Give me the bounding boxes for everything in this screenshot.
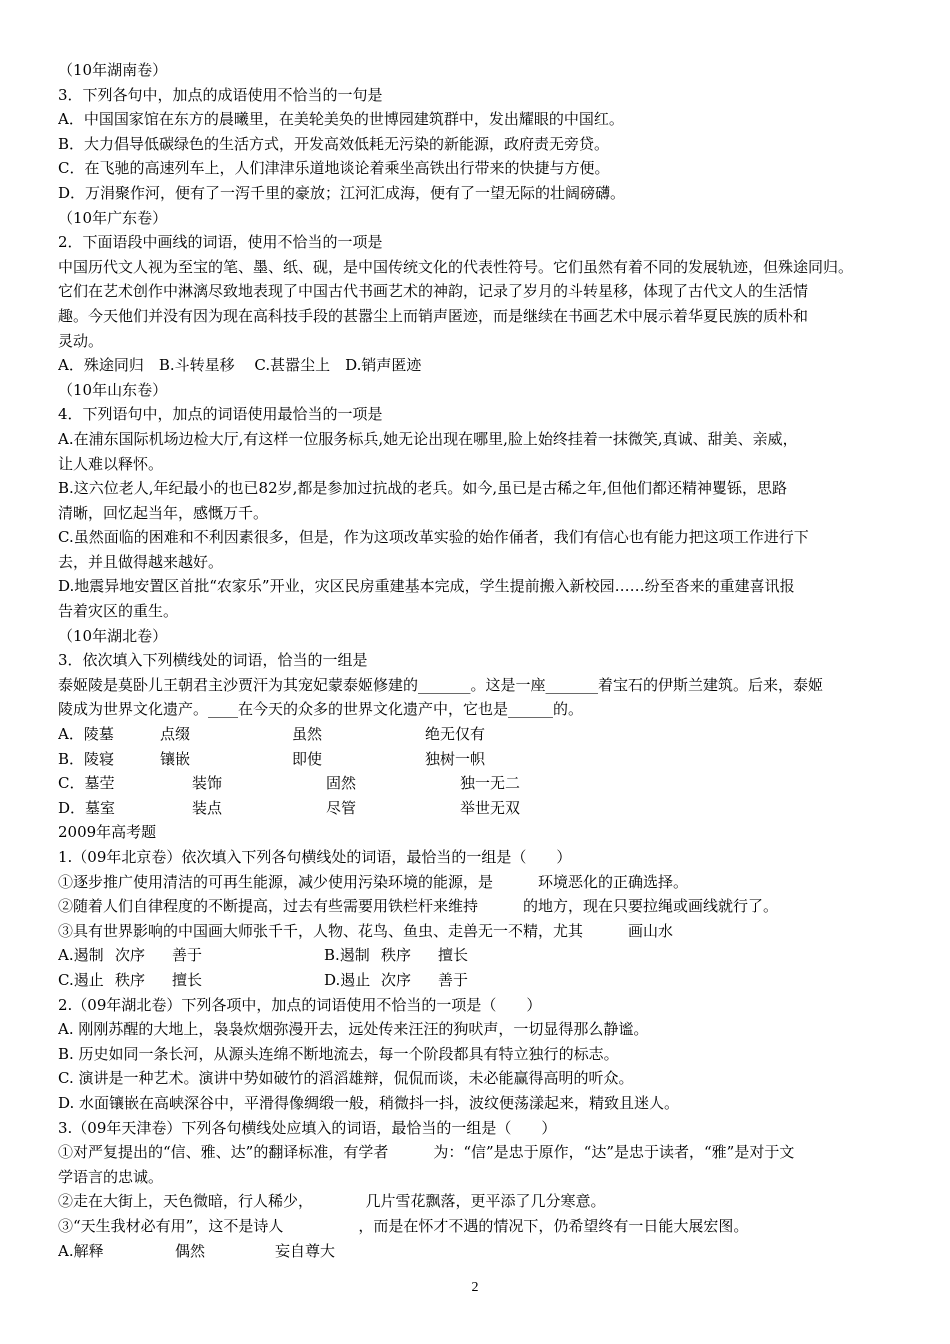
option-cell: D.遏止 bbox=[324, 970, 371, 989]
text-line: ②随着人们自律程度的不断提高，过去有些需要用铁栏杆来维持 的地方，现在只要拉绳或画线就行了。 bbox=[58, 897, 779, 916]
option-cell: 绝无仅有 bbox=[425, 725, 486, 744]
text-line: A．殊途同归 B.斗转星移 C.甚嚣尘上 D.销声匿迹 bbox=[58, 356, 422, 375]
text-line: B. 历史如同一条长河，从源头连绵不断地流去，每一个阶段都具有特立独行的标志。 bbox=[58, 1044, 619, 1063]
option-cell: B．陵寝 bbox=[58, 749, 115, 768]
text-line: 它们在艺术创作中淋漓尽致地表现了中国古代书画艺术的神韵，记录了岁月的斗转星移，体现了古代文人的生活情 bbox=[58, 282, 809, 301]
text-line: 泰姬陵是莫卧儿王朝君主沙贾汗为其宠妃蒙泰姬修建的_______。这是一座_______着宝石的伊斯兰建筑。后来，泰姬 bbox=[58, 675, 824, 694]
option-cell: 秩序 bbox=[115, 970, 146, 989]
page-number: 2 bbox=[471, 1280, 479, 1295]
option-cell: 装饰 bbox=[192, 774, 223, 793]
option-cell: 尽管 bbox=[326, 798, 357, 817]
option-cell: A．陵墓 bbox=[58, 725, 114, 744]
text-line: 灵动。 bbox=[58, 331, 104, 350]
option-cell: 即使 bbox=[292, 749, 323, 768]
text-line: D．万涓聚作河，便有了一泻千里的豪放；江河汇成海，便有了一望无际的壮阔磅礴。 bbox=[58, 183, 626, 202]
option-cell: 举世无双 bbox=[460, 798, 521, 817]
text-line: 2009年高考题 bbox=[58, 823, 157, 842]
document-page bbox=[58, 58, 910, 1263]
option-cell: 偶然 bbox=[175, 1241, 206, 1260]
option-row bbox=[58, 968, 910, 993]
option-cell: 点缀 bbox=[160, 725, 191, 744]
option-cell: A.解释 bbox=[58, 1241, 104, 1260]
text-line: 3．依次填入下列横线处的词语，恰当的一组是 bbox=[58, 651, 368, 670]
text-line: ③具有世界影响的中国画大师张千千，人物、花鸟、鱼虫、走兽无一不精，尤其 画山水 bbox=[58, 921, 674, 940]
text-line: ①对严复提出的“信、雅、达”的翻译标准，有学者 为：“信”是忠于原作，“达”是忠于读者，“雅”是对于文 bbox=[58, 1143, 795, 1162]
text-line: 清晰，回忆起当年，感慨万千。 bbox=[58, 503, 269, 522]
option-cell: C.遏止 bbox=[58, 970, 104, 989]
option-cell: 独一无二 bbox=[460, 774, 521, 793]
text-line: 2．下面语段中画线的词语，使用不恰当的一项是 bbox=[58, 233, 383, 252]
option-cell: 固然 bbox=[326, 774, 357, 793]
text-line: A.在浦东国际机场边检大厅,有这样一位服务标兵,她无论出现在哪里,脸上始终挂着一抹微笑,真诚、甜美、亲威， bbox=[58, 429, 798, 448]
option-cell: 虽然 bbox=[292, 725, 323, 744]
text-line: 3．下列各句中，加点的成语使用不恰当的一句是 bbox=[58, 85, 383, 104]
text-line: B.这六位老人,年纪最小的也已82岁,都是参加过抗战的老兵。如今,虽已是古稀之年,但他们都还精神矍铄，思路 bbox=[58, 479, 787, 498]
text-line: 3.（09年天津卷）下列各句横线处应填入的词语，最恰当的一组是（ ） bbox=[58, 1118, 557, 1137]
option-cell: 独树一帜 bbox=[425, 749, 486, 768]
text-line: D.地震异地安置区首批“农家乐”开业，灾区民房重建基本完成，学生提前搬入新校园……纷至沓来的重建喜讯报 bbox=[58, 577, 795, 596]
text-line: A．中国国家馆在东方的晨曦里，在美轮美奂的世博园建筑群中，发出耀眼的中国红。 bbox=[58, 110, 624, 129]
option-cell: 善于 bbox=[172, 946, 203, 965]
beijing-options bbox=[58, 943, 910, 992]
text-line: C. 演讲是一种艺术。演讲中势如破竹的滔滔雄辩，侃侃而谈，未必能赢得高明的听众。 bbox=[58, 1069, 634, 1088]
text-line: 中国历代文人视为至宝的笔、墨、纸、砚，是中国传统文化的代表性符号。它们虽然有着不同的发展轨迹，但殊途同归。 bbox=[58, 257, 854, 276]
text-line: C.虽然面临的困难和不利因素很多，但是，作为这项改革实验的始作俑者，我们有信心也有能力把这项工作进行下 bbox=[58, 528, 809, 547]
text-block-2009-hubei-tianjin bbox=[58, 993, 910, 1239]
text-line: （10年广东卷） bbox=[58, 208, 168, 227]
text-line: C．在飞驰的高速列车上，人们津津乐道地谈论着乘坐高铁出行带来的快捷与方便。 bbox=[58, 159, 610, 178]
option-row bbox=[58, 796, 910, 821]
text-block-2010 bbox=[58, 58, 910, 722]
text-line: B．大力倡导低碳绿色的生活方式，开发高效低耗无污染的新能源，政府责无旁贷。 bbox=[58, 134, 610, 153]
option-row bbox=[58, 771, 910, 796]
option-cell: 擅长 bbox=[438, 946, 469, 965]
option-cell: B.遏制 bbox=[324, 946, 370, 965]
text-line: 1.（09年北京卷）依次填入下列各句横线处的词语，最恰当的一组是（ ） bbox=[58, 848, 572, 866]
option-cell: 次序 bbox=[381, 970, 412, 989]
tianjin-option-a bbox=[58, 1239, 910, 1264]
option-cell: 次序 bbox=[115, 946, 146, 965]
option-cell: C．墓茔 bbox=[58, 774, 115, 793]
text-line: 告着灾区的重生。 bbox=[58, 602, 179, 621]
option-cell: 镶嵌 bbox=[160, 749, 191, 768]
text-line: 趣。今天他们并没有因为现在高科技手段的甚嚣尘上而销声匿迹，而是继续在书画艺术中展示着华夏民族的质朴和 bbox=[58, 306, 809, 325]
option-cell: 擅长 bbox=[172, 970, 203, 989]
option-row bbox=[58, 747, 910, 772]
option-cell: 妄自尊大 bbox=[275, 1241, 336, 1260]
text-line: 4．下列语句中，加点的词语使用最恰当的一项是 bbox=[58, 405, 383, 424]
text-line: 去，并且做得越来越好。 bbox=[58, 552, 224, 571]
text-line: 陵成为世界文化遗产。____在今天的众多的世界文化遗产中，它也是______的。 bbox=[58, 700, 584, 719]
text-line: （10年湖北卷） bbox=[58, 626, 168, 645]
text-line: 让人难以释怀。 bbox=[58, 454, 164, 473]
option-cell: 秩序 bbox=[381, 946, 412, 965]
text-line: （10年湖南卷） bbox=[58, 61, 168, 79]
option-cell: D．墓室 bbox=[58, 798, 116, 817]
text-line: ①逐步推广使用清洁的可再生能源，减少使用污染环境的能源，是 环境恶化的正确选择。 bbox=[58, 872, 689, 891]
text-block-2009-beijing bbox=[58, 820, 910, 943]
option-cell: 装点 bbox=[192, 798, 223, 817]
option-cell: 善于 bbox=[438, 970, 469, 989]
hubei-options bbox=[58, 722, 910, 820]
option-cell: A.遏制 bbox=[58, 946, 104, 965]
text-line: 学语言的忠诚。 bbox=[58, 1167, 164, 1186]
option-row bbox=[58, 722, 910, 747]
text-line: 2.（09年湖北卷）下列各项中，加点的词语使用不恰当的一项是（ ） bbox=[58, 995, 542, 1014]
text-line: A. 刚刚苏醒的大地上，袅袅炊烟弥漫开去，远处传来汪汪的狗吠声，一切显得那么静谧。 bbox=[58, 1020, 649, 1039]
text-line: ③“天生我材必有用”，这不是诗人 ，而是在怀才不遇的情况下，仍希望终有一日能大展宏图。 bbox=[58, 1216, 749, 1235]
text-line: ②走在大街上，天色微暗，行人稀少， 几片雪花飘落，更平添了几分寒意。 bbox=[58, 1192, 606, 1211]
option-row bbox=[58, 943, 910, 968]
text-line: D. 水面镶嵌在高峡深谷中，平滑得像绸缎一般，稍微抖一抖，波纹便荡漾起来，精致且迷人。 bbox=[58, 1093, 680, 1112]
text-line: （10年山东卷） bbox=[58, 380, 168, 399]
